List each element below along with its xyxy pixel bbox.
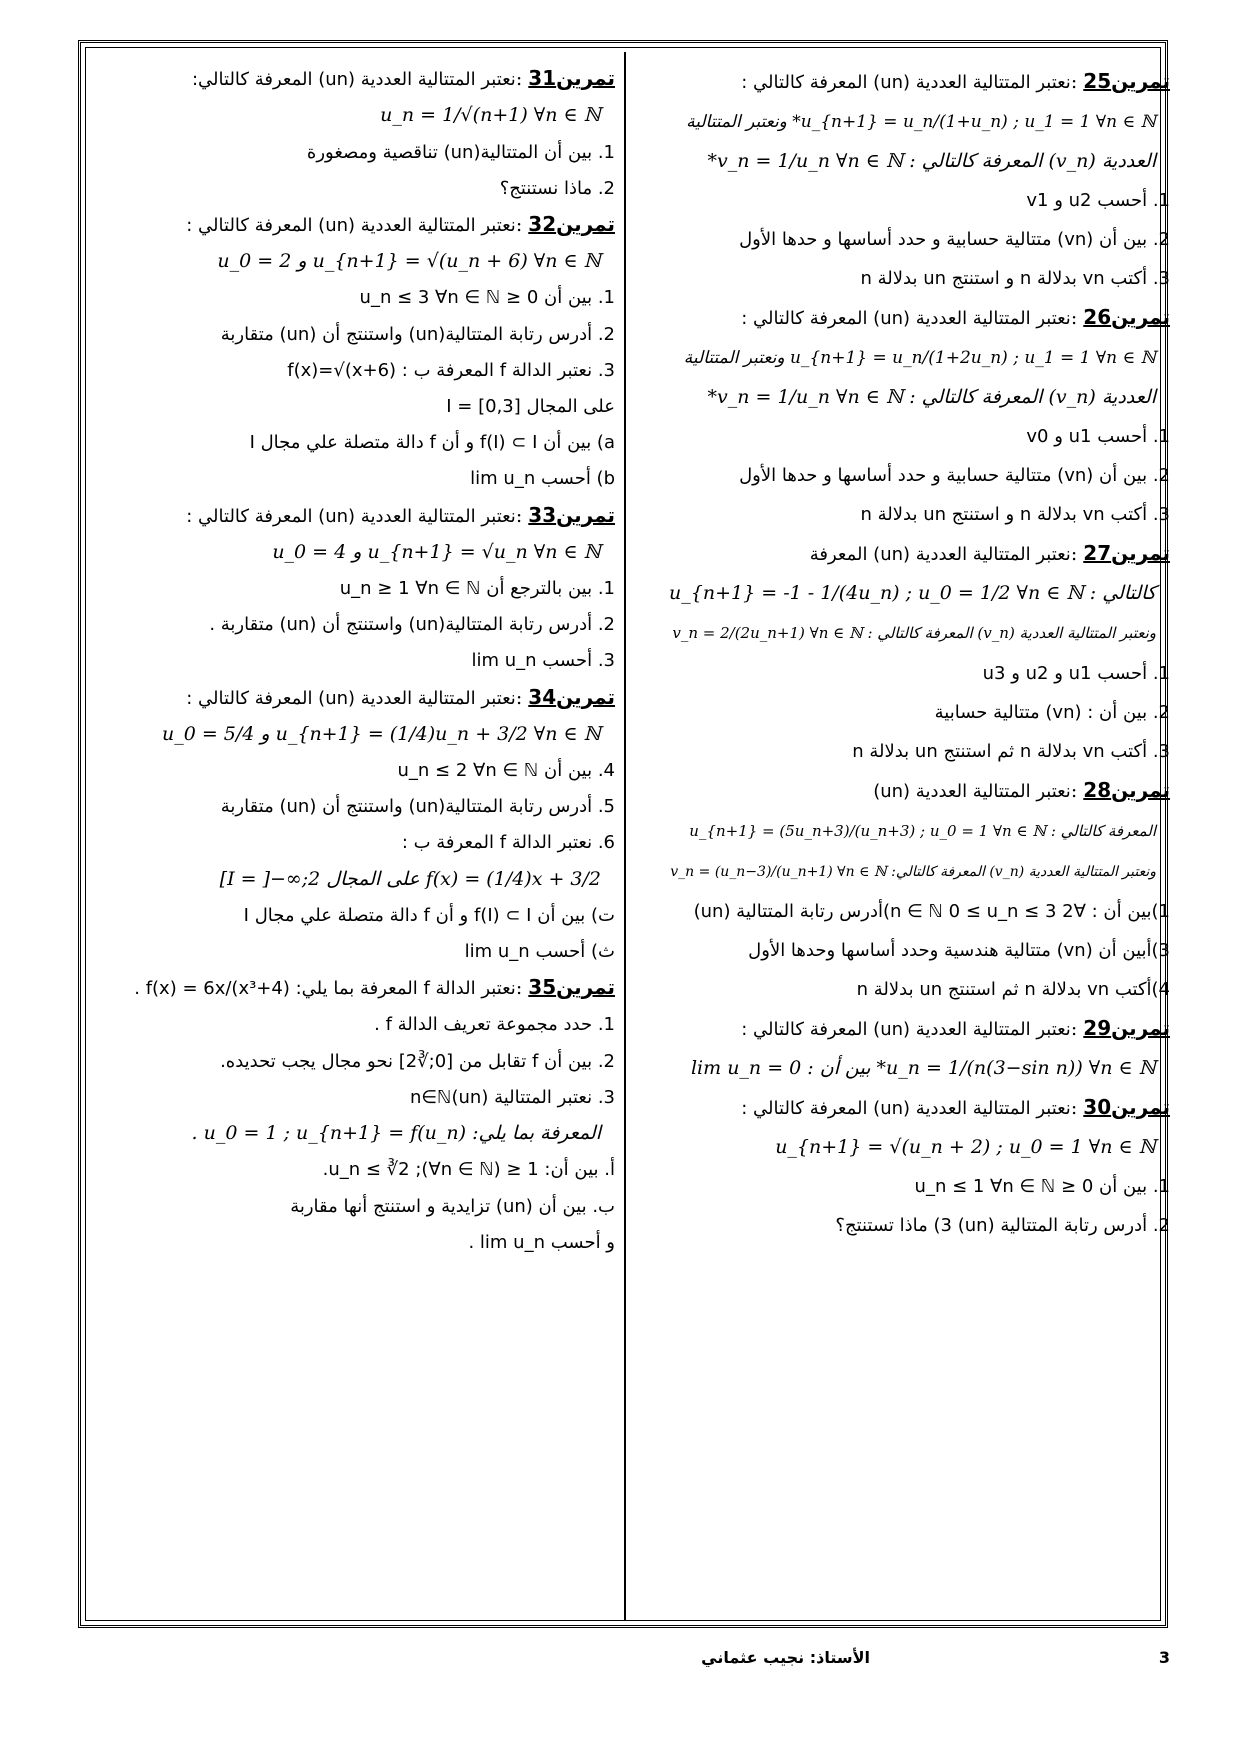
question-item: [95, 1193, 615, 1220]
question-text: 3. أكتب vn بدلالة n ثم استنتج un بدلالة n: [852, 740, 1170, 762]
formula: المعرفة كالتالي : u_{n+1} = (5u_n+3)/(u_n+3) ; u_0 = 1 ∀n ∈ ℕ: [689, 821, 1156, 840]
question-text: 4. بين أن u_n ≤ 2 ∀n ∈ ℕ: [397, 760, 615, 782]
formula: العددية (v_n) المعرفة كالتالي : v_n = 1/u_n ∀n ∈ ℕ*: [707, 386, 1156, 409]
footer-author: الأستاذ: نجيب عثماني: [701, 1648, 870, 1667]
question-item: [95, 611, 615, 638]
formula-line: [650, 1134, 1170, 1161]
question-item: [650, 738, 1170, 765]
question-item: [650, 976, 1170, 1003]
formula: u_{n+1} = u_n/(1+u_n) ; u_1 = 1 ∀n ∈ ℕ* ونعتبر المتتالية: [686, 112, 1156, 133]
exercise-title: تمرين26: [1083, 305, 1170, 330]
question-item: [95, 902, 615, 929]
question-text: 2. ماذا نستنتج؟: [499, 177, 615, 199]
question-text: ث) أحسب lim u_n: [464, 941, 615, 963]
question-text: 1. أحسب u1 و u2 و u3: [982, 662, 1170, 684]
question-item: [650, 937, 1170, 964]
question-text: 3)أبين أن (vn) متتالية هندسية وحدد أساسها وحدها الأول: [748, 939, 1170, 961]
question-item: [95, 175, 615, 202]
question-item: [95, 139, 615, 166]
exercise-title: تمرين32: [528, 212, 615, 237]
exercise-statement: نعتبر المتتالية العددية (un) المعرفة: [809, 544, 1071, 566]
exercise-heading: تمرين29 :نعتبر المتتالية العددية (un) المعرفة كالتالي :: [741, 1015, 1170, 1040]
question-text: 1)بين أن : ∀n ∈ ℕ 0 ≤ u_n ≤ 3 2)أدرس رتابة المتتالية (un): [693, 900, 1170, 922]
column-divider: [624, 52, 626, 1620]
exercise-title: تمرين33: [528, 502, 615, 527]
question-item: [95, 829, 615, 856]
question-text: 1. بين أن 0 ≤ u_n ≤ 3 ∀n ∈ ℕ: [359, 287, 615, 309]
question-item: [95, 1156, 615, 1183]
question-text: 3. أكتب vn بدلالة n و استنتج un بدلالة n: [860, 268, 1170, 290]
formula-line: [650, 108, 1170, 136]
exercise-heading: تمرين25 :نعتبر المتتالية العددية (un) المعرفة كالتالي :: [741, 69, 1170, 94]
exercise-heading: تمرين35 :نعتبر الدالة f المعرفة بما يلي: f(x) = 6x/(x³+4) .: [134, 975, 615, 1000]
exercise-statement: نعتبر المتتالية العددية (un) المعرفة كالتالي :: [741, 72, 1071, 94]
question-item: [650, 660, 1170, 687]
formula: u_n = 1/(n(3−sin n)) ∀n ∈ ℕ* بين أن : lim u_n = 0: [690, 1056, 1156, 1079]
question-text: 2. بين أن f تقابل من [0;∛2] نحو مجال يجب تحديده.: [220, 1050, 615, 1072]
formula: العددية (v_n) المعرفة كالتالي : v_n = 1/u_n ∀n ∈ ℕ*: [707, 150, 1156, 173]
question-text: على المجال I = [0,3]: [446, 396, 615, 418]
question-text: a) بين أن f(I) ⊂ I و أن f دالة متصلة علي مجال I: [249, 432, 615, 454]
formula-line: [95, 721, 615, 748]
formula-line: [650, 384, 1170, 411]
formula-line: [650, 1055, 1170, 1082]
exercise-statement: نعتبر المتتالية العددية (un) المعرفة كالتالي :: [186, 215, 516, 237]
question-item: [650, 265, 1170, 292]
footer: [80, 1648, 1170, 1678]
question-item: [95, 1084, 615, 1111]
question-item: [95, 393, 615, 420]
formula: ونعتبر المتتالية العددية (v_n) المعرفة كالتالي : v_n = 2/(2u_n+1) ∀n ∈ ℕ: [672, 624, 1156, 643]
formula: u_{n+1} = √u_n ∀n ∈ ℕ و u_0 = 4: [272, 540, 601, 563]
exercise-statement: نعتبر المتتالية العددية (un) المعرفة كالتالي :: [741, 1018, 1071, 1040]
exercise-statement: نعتبر المتتالية العددية (un) المعرفة كالتالي :: [186, 505, 516, 527]
question-item: [95, 1011, 615, 1038]
question-item: [95, 1229, 615, 1256]
exercise-title: تمرين27: [1083, 541, 1170, 566]
question-item: [95, 357, 615, 384]
question-text: 1. حدد مجموعة تعريف الدالة f .: [374, 1014, 615, 1036]
exercise-statement: نعتبر المتتالية العددية (un) المعرفة كالتالي:: [191, 69, 516, 91]
question-item: [650, 699, 1170, 726]
formula-line: [650, 344, 1170, 372]
question-text: و أحسب lim u_n .: [468, 1231, 615, 1253]
formula: u_{n+1} = √(u_n + 6) ∀n ∈ ℕ و u_0 = 2: [217, 250, 601, 273]
question-item: [650, 226, 1170, 253]
question-text: 3. أكتب vn بدلالة n و استنتج un بدلالة n: [860, 504, 1170, 526]
formula-line: [95, 539, 615, 566]
exercise-statement: نعتبر المتتالية العددية (un) المعرفة كالتالي :: [186, 687, 516, 709]
right-column: [650, 56, 1170, 1251]
question-text: 2. أدرس رتابة المتتالية(un) واستنتج أن (un) متقاربة .: [209, 614, 615, 636]
exercise-title: تمرين31: [528, 66, 615, 91]
question-item: [650, 187, 1170, 214]
page-number: 3: [1158, 1648, 1170, 1667]
question-item: [650, 423, 1170, 450]
question-text: 2. بين أن : (vn) متتالية حسابية: [934, 701, 1170, 723]
question-item: [95, 575, 615, 602]
formula: المعرفة بما يلي: u_0 = 1 ; u_{n+1} = f(u_n) .: [191, 1122, 601, 1145]
formula: u_{n+1} = (1/4)u_n + 3/2 ∀n ∈ ℕ و u_0 = 5/4: [161, 722, 601, 745]
question-text: 1. بين أن المتتالية(un) تناقصية ومصغورة: [306, 141, 615, 163]
exercise-statement: نعتبر المتتالية العددية (un): [873, 780, 1071, 802]
question-text: b) أحسب lim u_n: [470, 468, 615, 490]
formula-line: [650, 148, 1170, 175]
question-text: 1. أحسب u1 و v0: [1026, 426, 1170, 448]
question-text: 1. بين بالترجع أن u_n ≥ 1 ∀n ∈ ℕ: [339, 578, 615, 600]
question-text: 2. بين أن (vn) متتالية حسابية و حدد أساسها و حدها الأول: [739, 465, 1170, 487]
formula-line: [650, 580, 1170, 607]
exercise-heading: تمرين26 :نعتبر المتتالية العددية (un) المعرفة كالتالي :: [741, 305, 1170, 330]
question-item: [95, 1048, 615, 1075]
question-text: 2. بين أن (vn) متتالية حسابية و حدد أساسها و حدها الأول: [739, 229, 1170, 251]
question-item: [650, 462, 1170, 489]
formula: u_{n+1} = √(u_n + 2) ; u_0 = 1 ∀n ∈ ℕ: [775, 1135, 1156, 1158]
question-item: [95, 429, 615, 456]
exercise-title: تمرين25: [1083, 69, 1170, 94]
question-item: [650, 501, 1170, 528]
question-item: [95, 793, 615, 820]
question-text: ت) بين أن f(I) ⊂ I و أن f دالة متصلة علي مجال I: [243, 904, 615, 926]
question-item: [95, 938, 615, 965]
question-item: [95, 284, 615, 311]
formula-line: [95, 102, 615, 129]
exercise-statement: نعتبر المتتالية العددية (un) المعرفة كالتالي :: [741, 1097, 1071, 1119]
exercise-title: تمرين28: [1083, 777, 1170, 802]
question-text: 6. نعتبر الدالة f المعرفة ب :: [401, 832, 615, 854]
question-item: [650, 1173, 1170, 1200]
question-text: 5. أدرس رتابة المتتالية(un) واستنتج أن (un) متقاربة: [220, 796, 615, 818]
formula: ونعتبر المتتالية العددية (v_n) المعرفة كالتالي: v_n = (u_n−3)/(u_n+1) ∀n ∈ ℕ: [670, 863, 1156, 880]
formula-line: [650, 857, 1170, 886]
exercise-title: تمرين29: [1083, 1015, 1170, 1040]
exercise-heading: تمرين33 :نعتبر المتتالية العددية (un) المعرفة كالتالي :: [186, 502, 615, 527]
formula: كالتالي : u_{n+1} = -1 - 1/(4u_n) ; u_0 = 1/2 ∀n ∈ ℕ: [669, 582, 1156, 605]
formula-line: [95, 248, 615, 275]
question-text: 3. أحسب lim u_n: [471, 650, 615, 672]
question-item: [650, 1212, 1170, 1239]
exercise-statement: نعتبر الدالة f المعرفة بما يلي: f(x) = 6x/(x³+4) .: [134, 978, 516, 1000]
question-text: أ. بين أن: 1 ≤ u_n ≤ ∛2 ;(∀n ∈ ℕ).: [322, 1159, 615, 1181]
exercise-heading: تمرين30 :نعتبر المتتالية العددية (un) المعرفة كالتالي :: [741, 1094, 1170, 1119]
formula-line: [95, 1120, 615, 1147]
question-text: 3. نعتبر الدالة f المعرفة ب : f(x)=√(x+6): [287, 359, 615, 381]
exercise-title: تمرين34: [528, 684, 615, 709]
left-column: [95, 56, 615, 1265]
question-item: [95, 757, 615, 784]
exercise-heading: تمرين32 :نعتبر المتتالية العددية (un) المعرفة كالتالي :: [186, 212, 615, 237]
exercise-statement: نعتبر المتتالية العددية (un) المعرفة كالتالي :: [741, 308, 1071, 330]
question-item: [95, 647, 615, 674]
formula: f(x) = (1/4)x + 3/2 على المجال I = ]−∞;2]: [219, 867, 601, 890]
formula: u_n = 1/√(n+1) ∀n ∈ ℕ: [380, 104, 601, 127]
formula-line: [650, 619, 1170, 647]
exercise-heading: تمرين27 :نعتبر المتتالية العددية (un) المعرفة: [809, 541, 1170, 566]
question-text: 2. أدرس رتابة المتتالية (un) 3) ماذا تستنتج؟: [835, 1214, 1170, 1236]
exercise-heading: تمرين31 :نعتبر المتتالية العددية (un) المعرفة كالتالي:: [191, 66, 615, 91]
question-text: 3. نعتبر المتتالية (un)n∈ℕ: [409, 1086, 615, 1108]
question-text: 4)أكتب vn بدلالة n ثم استنتج un بدلالة n: [856, 978, 1170, 1000]
formula: u_{n+1} = u_n/(1+2u_n) ; u_1 = 1 ∀n ∈ ℕ ونعتبر المتتالية: [683, 348, 1156, 369]
formula-line: [650, 817, 1170, 845]
exercise-title: تمرين35: [528, 975, 615, 1000]
question-text: 2. أدرس رتابة المتتالية(un) واستنتج أن (un) متقاربة: [220, 323, 615, 345]
formula-line: [95, 866, 615, 893]
exercise-title: تمرين30: [1083, 1094, 1170, 1119]
question-item: [650, 898, 1170, 925]
exercise-heading: تمرين34 :نعتبر المتتالية العددية (un) المعرفة كالتالي :: [186, 684, 615, 709]
exercise-heading: تمرين28 :نعتبر المتتالية العددية (un): [873, 777, 1170, 802]
question-item: [95, 465, 615, 492]
question-text: 1. بين أن 0 ≤ u_n ≤ 1 ∀n ∈ ℕ: [914, 1175, 1170, 1197]
question-item: [95, 321, 615, 348]
question-text: ب. بين أن (un) تزايدية و استنتج أنها مقاربة: [290, 1195, 615, 1217]
question-text: 1. أحسب u2 و v1: [1026, 190, 1170, 212]
